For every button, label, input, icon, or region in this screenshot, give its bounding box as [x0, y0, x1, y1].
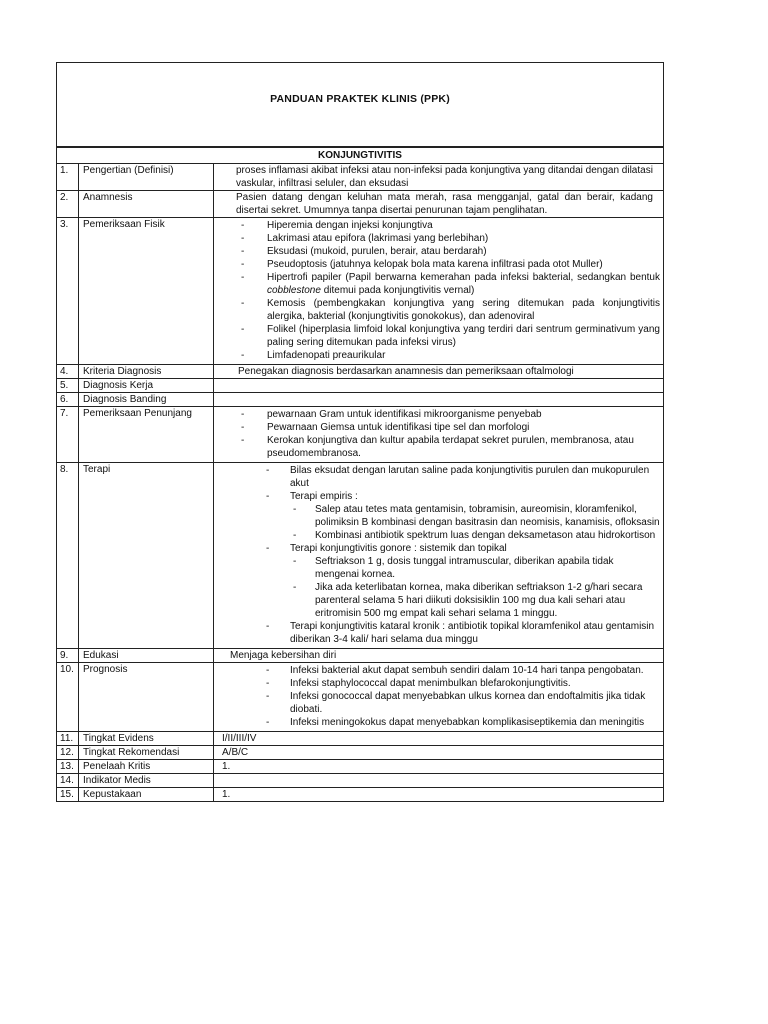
row-number: 12.: [57, 746, 79, 760]
row-number: 9.: [57, 649, 79, 663]
list-item: - Infeksi gonococcal dapat menyebabkan ulkus kornea dan endoftalmitis jika tidak diobati.: [290, 690, 660, 716]
document-title: PANDUAN PRAKTEK KLINIS (PPK): [270, 92, 450, 105]
table-row-kepustakaan: [57, 788, 664, 802]
list-item: [290, 490, 660, 542]
row-content: A/B/C: [214, 746, 664, 760]
table-row-diagnosis-banding: [57, 393, 664, 407]
row-content: [214, 774, 664, 788]
row-label: Tingkat Evidens: [79, 732, 214, 746]
list-item: - Pseudoptosis (jatuhnya kelopak bola mata karena infiltrasi pada otot Muller): [267, 258, 660, 271]
list-item: - Infeksi meningokokus dapat menyebabkan komplikasiseptikemia dan meningitis: [290, 716, 660, 729]
table-row-terapi: [57, 463, 664, 649]
row-content: Pasien datang dengan keluhan mata merah, rasa mengganjal, gatal dan berair, kadang disertai sekret. Umumnya tanpa disertai penurunan tajam penglihatan.: [214, 191, 664, 218]
list-item: - Hiperemia dengan injeksi konjungtiva: [267, 219, 660, 232]
row-label: Prognosis: [79, 663, 214, 732]
item-text: Terapi empiris :: [290, 491, 358, 502]
table-row-pemeriksaan-fisik: [57, 218, 664, 365]
row-label: Penelaah Kritis: [79, 760, 214, 774]
list-item: - Pewarnaan Giemsa untuk identifikasi tipe sel dan morfologi: [267, 421, 660, 434]
row-content: Menjaga kebersihan diri: [214, 649, 664, 663]
row-label: Kriteria Diagnosis: [79, 365, 214, 379]
row-content: 1.: [214, 760, 664, 774]
sub-list-item: - Seftriakson 1 g, dosis tunggal intramuscular, diberikan apabila tidak mengenai kornea.: [315, 555, 660, 581]
bullet-list: [217, 219, 660, 362]
row-number: 15.: [57, 788, 79, 802]
sub-bullet-list: [290, 555, 660, 620]
list-item: - Lakrimasi atau epifora (lakrimasi yang berlebihan): [267, 232, 660, 245]
row-label: Diagnosis Banding: [79, 393, 214, 407]
topic-title: KONJUNGTIVITIS: [57, 148, 664, 164]
table-row-kriteria-diagnosis: [57, 365, 664, 379]
list-item: - Limfadenopati preaurikular: [267, 349, 660, 362]
table-row-edukasi: [57, 649, 664, 663]
row-content: [214, 218, 664, 365]
table-row-pemeriksaan-penunjang: [57, 407, 664, 463]
table-row-tingkat-evidens: [57, 732, 664, 746]
ppk-document: [56, 62, 664, 802]
row-number: 7.: [57, 407, 79, 463]
bullet-list: [217, 664, 660, 729]
table-row-tingkat-rekomendasi: [57, 746, 664, 760]
row-content: Penegakan diagnosis berdasarkan anamnesis dan pemeriksaan oftalmologi: [214, 365, 664, 379]
list-item: - Terapi konjungtivitis kataral kronik : antibiotik topikal kloramfenikol atau gentamisin diberikan 3-4 kali/ hari selama dua minggu: [290, 620, 660, 646]
table-row-indikator-medis: [57, 774, 664, 788]
table-row-definisi: [57, 164, 664, 191]
row-number: 6.: [57, 393, 79, 407]
row-content: 1.: [214, 788, 664, 802]
row-label: Pemeriksaan Fisik: [79, 218, 214, 365]
list-item: - pewarnaan Gram untuk identifikasi mikroorganisme penyebab: [267, 408, 660, 421]
row-label: Pemeriksaan Penunjang: [79, 407, 214, 463]
table-row-anamnesis: [57, 191, 664, 218]
row-number: 3.: [57, 218, 79, 365]
bullet-list: [217, 464, 660, 646]
bullet-list: [217, 408, 660, 460]
table-row-prognosis: [57, 663, 664, 732]
table-row-diagnosis-kerja: [57, 379, 664, 393]
row-number: 4.: [57, 365, 79, 379]
document-header: [56, 62, 664, 147]
sub-list-item: - Salep atau tetes mata gentamisin, tobramisin, aureomisin, kloramfenikol, polimiksin B kombinasi dengan basitrasin dan neomisis, kanamisis, ofloksasin: [315, 503, 660, 529]
row-content: [214, 663, 664, 732]
row-label: Tingkat Rekomendasi: [79, 746, 214, 760]
row-content: [214, 379, 664, 393]
row-number: 2.: [57, 191, 79, 218]
row-label: Pengertian (Definisi): [79, 164, 214, 191]
row-label: Terapi: [79, 463, 214, 649]
row-label: Anamnesis: [79, 191, 214, 218]
item-text: Terapi konjungtivitis gonore : sistemik dan topikal: [290, 543, 507, 554]
list-item: - Kemosis (pembengkakan konjungtiva yang sering ditemukan pada konjungtivitis alergika, bakterial (konjungtivitis gonokokus), dan adenoviral: [267, 297, 660, 323]
item-text: ditemui pada konjungtivitis vernal): [320, 285, 475, 296]
row-content: [214, 463, 664, 649]
list-item: - Eksudasi (mukoid, purulen, berair, atau berdarah): [267, 245, 660, 258]
row-number: 5.: [57, 379, 79, 393]
item-text: Hipertrofi papiler (Papil berwarna kemerahan pada infeksi bakterial, sedangkan bentuk: [267, 272, 660, 283]
row-number: 10.: [57, 663, 79, 732]
row-label: Edukasi: [79, 649, 214, 663]
row-number: 8.: [57, 463, 79, 649]
row-content: proses inflamasi akibat infeksi atau non-infeksi pada konjungtiva yang ditandai dengan dilatasi vaskular, infiltrasi seluler, dan eksudasi: [214, 164, 664, 191]
sub-list-item: - Kombinasi antibiotik spektrum luas dengan deksametason atau hidrokortison: [315, 529, 660, 542]
list-item: - Infeksi staphylococcal dapat menimbulkan blefarokonjungtivitis.: [290, 677, 660, 690]
row-number: 14.: [57, 774, 79, 788]
sub-list-item: - Jika ada keterlibatan kornea, maka diberikan seftriakson 1-2 g/hari secara parenteral selama 5 hari diikuti doksisiklin 100 mg dua kali sehari atau eritromisin 500 mg empat kali sehari selama 1 minggu.: [315, 581, 660, 620]
row-content: I/II/III/IV: [214, 732, 664, 746]
row-content: [214, 407, 664, 463]
list-item: - Bilas eksudat dengan larutan saline pada konjungtivitis purulen dan mukopurulen akut: [290, 464, 660, 490]
list-item: [290, 542, 660, 620]
row-number: 13.: [57, 760, 79, 774]
table-row-topic: [57, 148, 664, 164]
list-item: - Folikel (hiperplasia limfoid lokal konjungtiva yang terdiri dari sentrum germinativum yang paling sering ditemukan pada infeksi virus): [267, 323, 660, 349]
row-label: Diagnosis Kerja: [79, 379, 214, 393]
list-item: - Infeksi bakterial akut dapat sembuh sendiri dalam 10-14 hari tanpa pengobatan.: [290, 664, 660, 677]
row-number: 1.: [57, 164, 79, 191]
sub-bullet-list: [290, 503, 660, 542]
row-label: Kepustakaan: [79, 788, 214, 802]
list-item: - Kerokan konjungtiva dan kultur apabila terdapat sekret purulen, membranosa, atau pseudomembranosa.: [267, 434, 660, 460]
row-label: Indikator Medis: [79, 774, 214, 788]
row-number: 11.: [57, 732, 79, 746]
table-row-penelaah-kritis: [57, 760, 664, 774]
row-content: [214, 393, 664, 407]
item-emphasis: cobblestone: [267, 285, 321, 296]
ppk-table: [56, 147, 664, 802]
list-item: [267, 271, 660, 297]
